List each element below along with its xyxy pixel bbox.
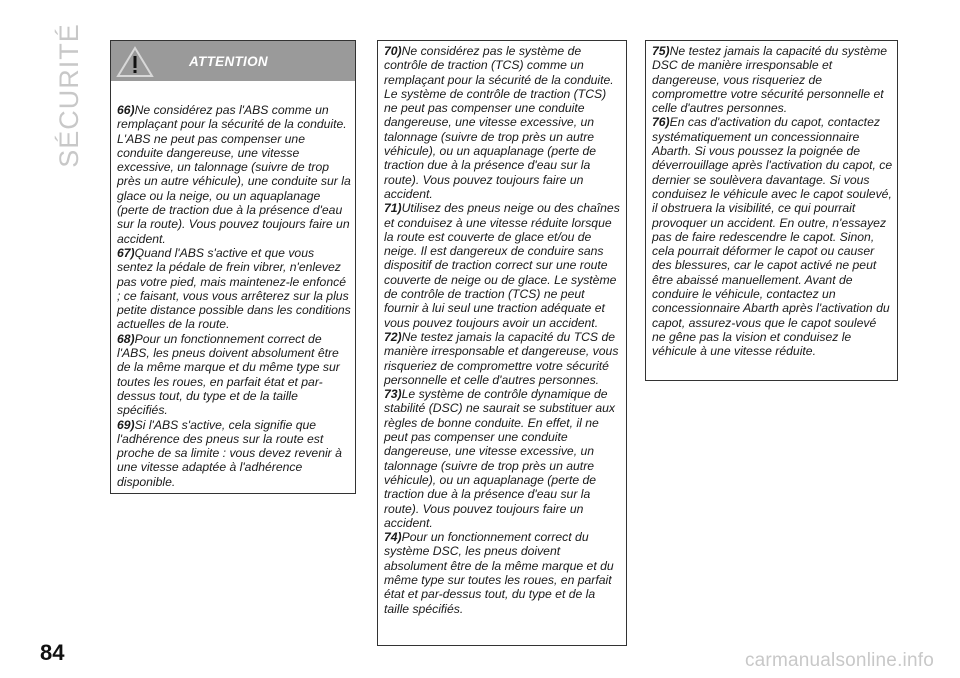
warning-box-col2	[377, 40, 627, 646]
note-71: 71)Utilisez des pneus neige ou des chaînes et conduisez à une vitesse réduite lorsque la route est couverte de glace et/ou de neige. Il est dangereux de conduire sans dispositif de traction correct sur une route couverte de neige ou de glace. Le système de contrôle de traction (TCS) ne peut fournir à lui seul une traction adéquate et vous pouvez toujours avoir un accident.	[384, 201, 620, 330]
note-66: 66)Ne considérez pas l'ABS comme un remplaçant pour la sécurité de la conduite. L'ABS ne peut pas compenser une conduite dangereuse, une vitesse excessive, un talonnage (suivre de trop près un autre véhicule), une conduite sur la glace ou la neige, ou un aquaplanage (perte de traction due à la présence d'eau sur la route). Vous pouvez toujours faire un accident.	[117, 103, 351, 246]
page-number: 84	[40, 640, 65, 665]
note-76: 76)En cas d'activation du capot, contactez systématiquement un concessionnaire Abarth. Si vous poussez la poignée de déverrouillage après l'activation du capot, ce dernier se soulèvera davantage. Si vous conduisez le véhicule avec le capot soulevé, il obstruera la visibilité, ce qui pourrait provoquer un accident. En outre, n'essayez pas de faire redescendre le capot. Sinon, cela pourrait déformer le capot ou causer des blessures, car le capot activé ne peut être abaissé manuellement. Avant de conduire le véhicule, contactez un concessionnaire Abarth après l'activation du capot, assurez-vous que le capot soulevé ne gêne pas la vision et conduisez le véhicule à une vitesse réduite.	[652, 115, 893, 359]
note-75: 75)Ne testez jamais la capacité du système DSC de manière irresponsable et dangereuse, vous risqueriez de compromettre votre sécurité personnelle et celle d'autres personnes.	[652, 44, 888, 116]
warning-box-col1	[110, 40, 356, 494]
warning-box-col3	[645, 40, 898, 381]
note-74: 74)Pour un fonctionnement correct du système DSC, les pneus doivent absolument être de la même marque et du même type sur toutes les roues, en parfait état et par-dessus tout, du type et de la taille spécifiés.	[384, 530, 614, 616]
note-73: 73)Le système de contrôle dynamique de stabilité (DSC) ne saurait se substituer aux règles de bonne conduite. En effet, il ne peut pas compenser une conduite dangereuse, une vitesse excessive, un talonnage (suivre de trop près un autre véhicule), ou un aquaplanage (perte de traction due à la présence d'eau sur la route). Vous pouvez toujours faire un accident.	[384, 387, 615, 530]
warning-title: ATTENTION	[189, 54, 268, 69]
section-title: SÉCURITÉ	[53, 22, 84, 168]
watermark: carmanualsonline.info	[744, 650, 934, 671]
note-72: 72)Ne testez jamais la capacité du TCS de manière irresponsable et dangereuse, vous risqueriez de compromettre votre sécurité personnelle et celle d'autres personnes.	[384, 329, 619, 387]
note-67: 67)Quand l'ABS s'active et que vous sentez la pédale de frein vibrer, n'enlevez pas votre pied, mais maintenez-le enfoncé ; ce faisant, vous vous arrêterez sur la plus petite distance possible dans les conditions actuelles de la route.	[117, 245, 351, 332]
note-70: 70)Ne considérez pas le système de contrôle de traction (TCS) comme un remplaçant pour la sécurité de la conduite. Le système de contrôle de traction (TCS) ne peut pas compenser une conduite dangereuse, une vitesse excessive, un talonnage (suivre de trop près un autre véhicule), ou un aquaplanage (perte de traction due à la présence d'eau sur la route). Vous pouvez toujours faire un accident.	[384, 44, 614, 201]
warning-triangle-icon	[115, 45, 155, 79]
warning-header	[111, 41, 355, 81]
note-69: 69)Si l'ABS s'active, cela signifie que l'adhérence des pneus sur la route est proche de sa limite : vous devez revenir à une vitesse adaptée à l'adhérence disponible.	[117, 417, 342, 489]
note-68: 68)Pour un fonctionnement correct de l'ABS, les pneus doivent absolument être de la même marque et du même type sur toutes les roues, en parfait état et par-dessus tout, du type et de la taille spécifiés.	[117, 331, 340, 418]
